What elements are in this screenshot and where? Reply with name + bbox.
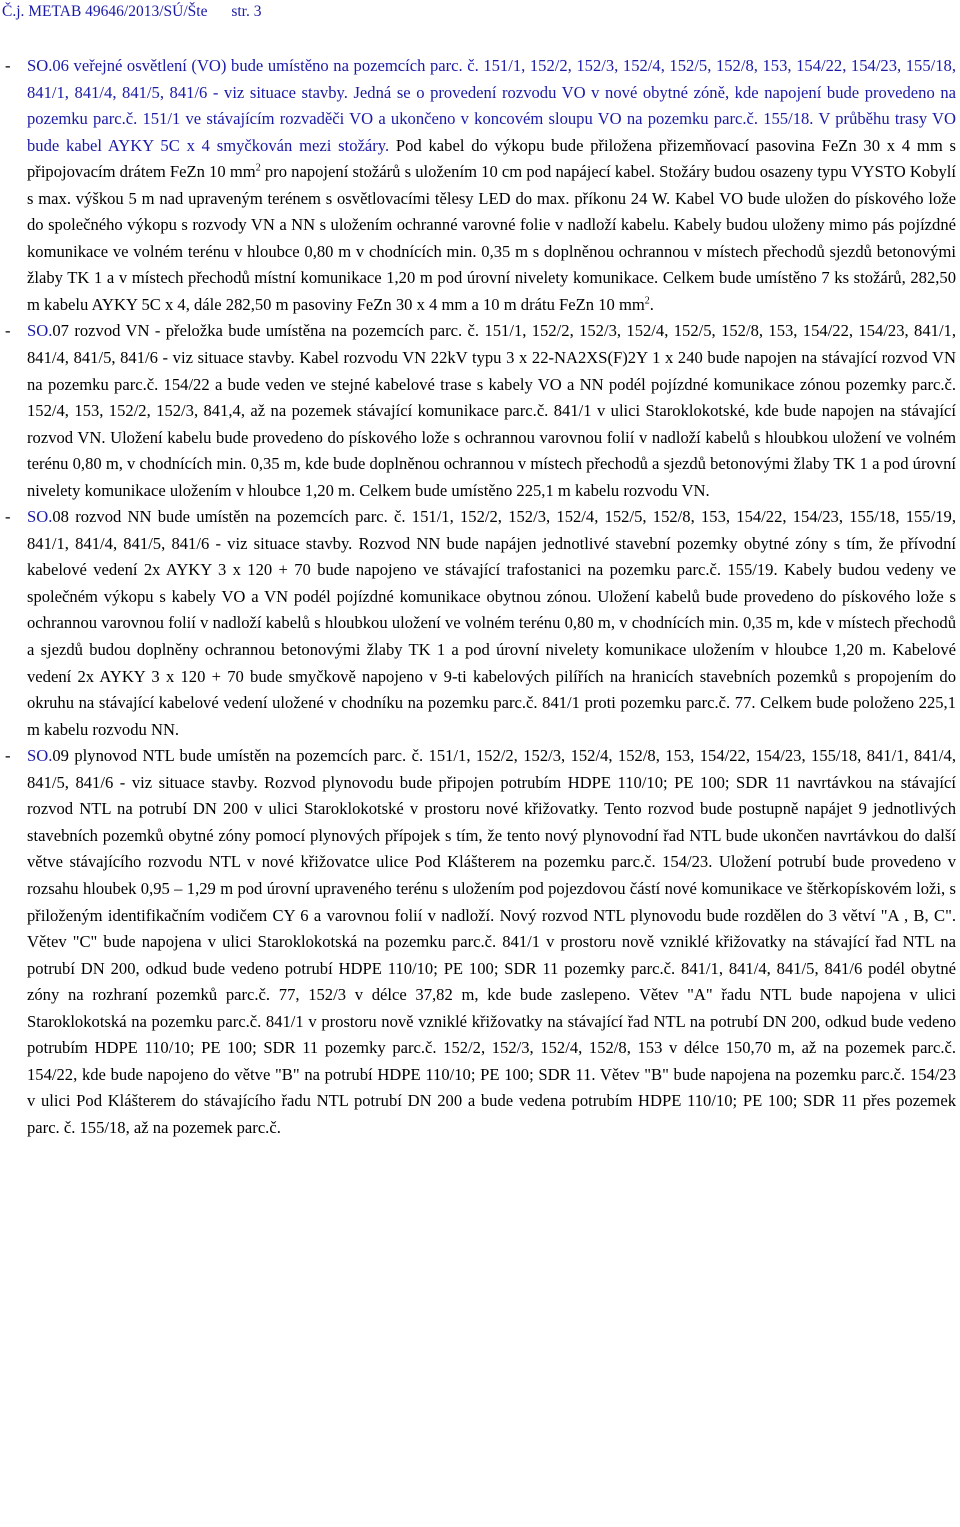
bullet-dash: - (5, 321, 11, 341)
superscript: 2 (644, 295, 650, 307)
bullet-dash: - (5, 746, 11, 766)
paragraph-text (27, 318, 956, 504)
list-item (2, 53, 956, 318)
text-segment: SO.06 veřejné osvětlení (VO) bude umístěno na pozemcích parc. č. 151/1, 152/2, 152/3, 152/4, 152/5, 152/8, 153, 154/22, 154/23, 155/18, 841/1, 841/4, 841/5, 841/6 - viz situace stavby. Jedná se o provedení rozvodu VO v nové obytné zóně, kde napojení bude provedeno na pozemku parc.č. 151/1 ve stávajícím rozvaděči VO a ukončeno v koncovém sloupu VO na pozemku parc.č. 155/18. V průběhu trasy VO bude kabel AYKY 5C x 4 smyčkován mezi stožáry. (27, 56, 956, 155)
bullet-dash: - (5, 507, 11, 527)
list-item (2, 318, 956, 504)
text-segment: pro napojení stožárů s uložením 10 cm pod napájecí kabel. Stožáry budou osazeny typu VYSTO Kobylí s max. výškou 5 m nad upraveným terénem s osvětlovacími tělesy LED do max. příkonu 24 W. Kabel VO bude uložen do pískového lože do společného výkopu s rozvody VN a NN s uložením ochranné varovné folie v nadloží kabelu. Kabely budou uloženy mimo pás pojízdné komunikace ve volném terénu v hloubce 0,80 m v chodnících min. 0,35 m s doplněnou ochrannou v místech přechodů sjezdů betonovými žlaby TK 1 a v místech přechodů místní komunikace 1,20 m pod úrovní nivelety komunikace. Celkem bude umístěno 7 ks stožárů, 282,50 m kabelu AYKY 5C x 4, dále 282,50 m pasoviny FeZn 30 x 4 mm a 10 m drátu FeZn 10 mm (27, 162, 956, 314)
paragraph-text (27, 743, 956, 1141)
list-item (2, 504, 956, 743)
text-segment: 07 rozvod VN - přeložka bude umístěna na pozemcích parc. č. 151/1, 152/2, 152/3, 152/4, 152/5, 152/8, 153, 154/22, 154/23, 841/1, 841/4, 841/5, 841/6 - viz situace stavby. Kabel rozvodu VN 22kV typu 3 x 22-NA2XS(F)2Y 1 x 240 bude napojen na stávající rozvod VN na pozemku parc.č. 154/22 a bude veden ve stejné kabelové trase s kabely VO a NN podél pojízdné komunikace zónou pozemky parc.č. 152/4, 153, 152/2, 152/3, 841,4, až na pozemek stávající komunikace parc.č. 841/1 v ulici Staroklokotské, kde bude napojen na stávající rozvod VN. Uložení kabelu bude provedeno do pískového lože s ochrannou varovnou folií v nadloží kabelů s hloubkou uložení ve volném terénu 0,80 m, v chodnících min. 0,35 m, kde bude doplněnou ochrannou v místech přechodů a sjezdů betonovými žlaby TK 1 a pod úrovní nivelety komunikace uložením v hloubce 1,20 m. Celkem bude umístěno 225,1 m kabelu rozvodu VN. (27, 321, 956, 500)
text-segment: 08 rozvod NN bude umístěn na pozemcích parc. č. 151/1, 152/2, 152/3, 152/4, 152/5, 152/8, 153, 154/22, 154/23, 155/18, 155/19, 841/1, 841/4, 841/5, 841/6 - viz situace stavby. Rozvod NN bude napájen jednotlivé stavební pozemky obytné zóny s tím, že přívodní kabelové vedení 2x AYKY 3 x 120 + 70 bude napojeno ve stávající trafostanici na pozemku parc.č. 155/19. Kabely budou vedeny ve společném výkopu s kabely VO a VN podél pojízdné komunikace obytnou zónou. Uložení kabelů bude provedeno do pískového lože s ochrannou varovnou folií v nadloží kabelů s hloubkou uložení ve volném terénu 0,80 m, v chodnících min. 0,35 m, kde v místech přechodů a sjezdů budou doplněny ochrannou betonovými žlaby TK 1 a pod úrovní nivelety komunikace uložením v hloubce 1,20 m. Kabelové vedení 2x AYKY 3 x 120 + 70 bude smyčkově napojeno v 9-ti kabelových pilířích na hranicích stavebních pozemků s propojením do okruhu na stávající kabelové vedení uložené v chodníku na pozemku parc.č. 841/1 proti pozemku parc.č. 77. Celkem bude položeno 225,1 m kabelu rozvodu NN. (27, 507, 956, 739)
text-segment: SO. (27, 507, 53, 527)
document-reference: Č.j. METAB 49646/2013/SÚ/Šte (2, 3, 208, 20)
bullet-dash: - (5, 56, 11, 75)
paragraph-text (27, 504, 956, 743)
text-segment: 09 plynovod NTL bude umístěn na pozemcích parc. č. 151/1, 152/2, 152/3, 152/4, 152/8, 153, 154/22, 154/23, 155/18, 841/1, 841/4, 841/5, 841/6 - viz situace stavby. Rozvod plynovodu bude připojen potrubím HDPE 110/10; PE 100; SDR 11 navrtávkou na stávající rozvod NTL na potrubí DN 200 v ulici Staroklokotské v prostoru nové křižovatky. Tento rozvod bude postupně napájet 9 jednotlivých stavebních pozemků obytné zóny pomocí plynových přípojek s tím, že tento nový plynovodní řad NTL bude ukončen navrtávkou do další větve stávajícího rozvodu NTL v nové křižovatce ulice Pod Klášterem na pozemku parc.č. 154/23. Uložení potrubí bude provedeno v rozsahu hloubek 0,95 – 1,29 m pod úrovní upraveného terénu s uložením pod pojezdovou částí nové komunikace ve štěrkopískovém loži, s přiloženým identifikačním vodičem CY 6 a varovnou folií v nadloží. Nový rozvod NTL plynovodu bude rozdělen do 3 větví "A , B, C". Větev "C" bude napojena v ulici Staroklokotská na pozemku parc.č. 841/1 v prostoru nově vzniklé křižovatky na stávající řad NTL na potrubí DN 200, odkud bude vedeno potrubí HDPE 110/10; PE 100; SDR 11 pozemky parc.č. 841/1, 841/4, 841/5, 841/6 podél obytné zóny na rozhraní pozemků parc.č. 77, 152/3 v délce 37,82 m, kde bude zaslepeno. Větev "A" řadu NTL bude napojena v ulici Staroklokotská na pozemku parc.č. 841/1 v prostoru nově vzniklé křižovatky na stávající řad NTL na potrubí DN 200, odkud bude vedeno potrubím HDPE 110/10; PE 100; SDR 11 pozemky parc.č. 152/2, 152/3, 152/4, 152/8, 153 v délce 150,70 m, až na pozemek parc.č. 154/22, kde bude napojeno do větve "B" na potrubí HDPE 110/10; PE 100; SDR 11. Větev "B" bude napojena na pozemku parc.č. 154/23 v ulici Pod Klášterem do stávajícího řadu NTL potrubí DN 200 a bude vedena potrubím HDPE 110/10; PE 100; SDR 11 přes pozemek parc. č. 155/18, až na pozemek parc.č. (27, 746, 956, 1137)
document-body (2, 53, 956, 1141)
list-item (2, 743, 956, 1141)
page-header (2, 2, 261, 22)
text-segment: SO. (27, 746, 53, 766)
text-segment: . (649, 294, 654, 314)
paragraph-text (27, 53, 956, 318)
text-segment: Pod kabel do výkopu bude přiložena přizemňovací pasovina FeZn 30 x 4 mm s připojovacím drátem FeZn 10 mm (27, 135, 956, 182)
page-number: str. 3 (231, 3, 262, 20)
text-segment: SO. (27, 321, 53, 341)
superscript: 2 (255, 162, 261, 174)
